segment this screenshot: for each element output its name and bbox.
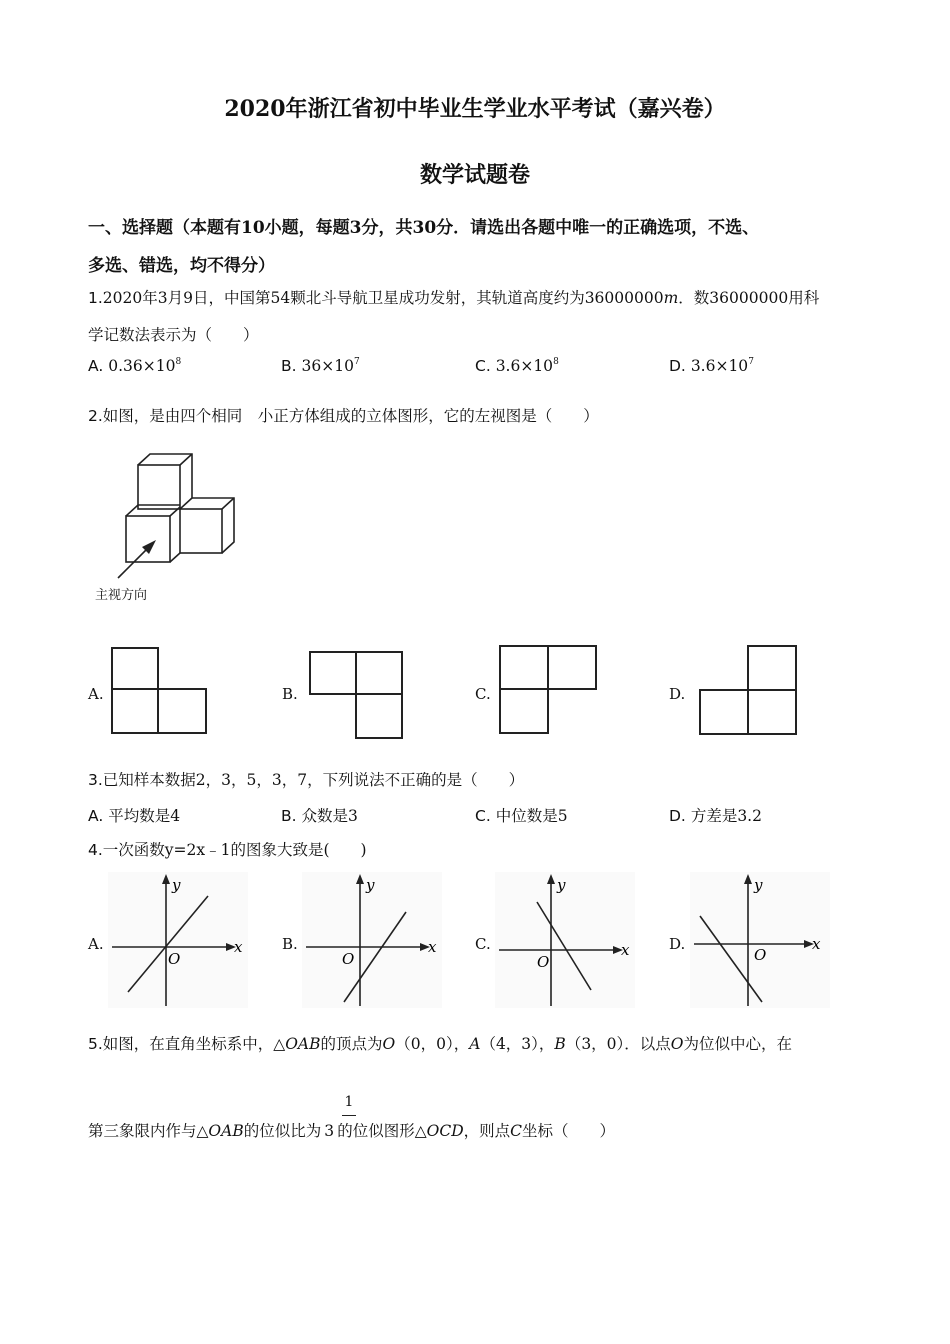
q1-option-c[interactable]: C. $3.6\times 10^8$ xyxy=(475,357,559,375)
question-1-line2: 学记数法表示为（ ） xyxy=(88,326,259,344)
q2-option-a-figure[interactable] xyxy=(110,646,210,736)
question-3-line: 3.已知样本数据2，3，5，3，7，下列说法不正确的是（ ） xyxy=(88,771,525,789)
q4-option-d-label[interactable]: D. xyxy=(669,935,686,953)
svg-text:y: y xyxy=(557,876,566,894)
question-2-line: 2.如图，是由四个相同 小正方体组成的立体图形，它的左视图是（ ） xyxy=(88,407,599,425)
origin-label: O xyxy=(168,950,181,968)
q3-option-d[interactable]: D. 方差是3.2 xyxy=(669,807,762,825)
section-heading-line1: 一、选择题（本题有10小题，每题3分，共30分．请选出各题中唯一的正确选项，不选、 xyxy=(88,218,760,238)
section-heading-line2: 多选、错选，均不得分） xyxy=(88,256,275,276)
x-axis-label: x xyxy=(234,938,243,956)
question-number: 1. xyxy=(88,289,103,307)
q2-option-c-label[interactable]: C. xyxy=(475,685,491,703)
svg-text:y: y xyxy=(366,876,375,894)
figure-caption: 主视方向 xyxy=(95,588,148,603)
q4-option-b-label[interactable]: B. xyxy=(282,935,298,953)
q1-option-a[interactable]: A. $0.36\times 10^8$ xyxy=(88,357,182,375)
question-4-line: 4.一次函数y=2x﹣1的图象大致是( ) xyxy=(88,841,367,859)
page-subtitle: 数学试题卷 xyxy=(419,162,530,188)
q4-option-c-label[interactable]: C. xyxy=(475,935,491,953)
q2-option-a-label[interactable]: A. xyxy=(88,685,104,703)
svg-text:x: x xyxy=(621,941,630,959)
svg-text:x: x xyxy=(812,935,821,953)
q4-option-a-graph[interactable] xyxy=(108,872,248,1008)
q2-option-b-label[interactable]: B. xyxy=(282,685,298,703)
svg-text:y: y xyxy=(754,876,763,894)
q1-option-d[interactable]: D. $3.6\times 10^7$ xyxy=(669,357,754,375)
q2-option-d-figure[interactable] xyxy=(698,644,800,738)
q3-option-b[interactable]: B. 众数是3 xyxy=(281,807,358,825)
q1-option-b[interactable]: B. $36\times 10^7$ xyxy=(281,357,360,375)
svg-text:x: x xyxy=(428,938,437,956)
y-axis-label: y xyxy=(172,876,181,894)
question-5-line2: 第三象限内作与△OAB的位似比为 3 的位似图形△OCD，则点C坐标（ ） xyxy=(88,1122,616,1140)
question-5-line1: 5.如图，在直角坐标系中，△OAB的顶点为O（0，0），A（4，3），B（3，0）．以点O为位似中心，在 xyxy=(88,1035,793,1053)
q2-option-d-label[interactable]: D. xyxy=(669,685,686,703)
q4-option-c-graph[interactable] xyxy=(495,872,635,1008)
question-1-line1: 1.2020年3月9日，中国第54颗北斗导航卫星成功发射，其轨道高度约为36000000m．数36000000用科 xyxy=(88,289,820,307)
cube-solid-figure xyxy=(90,450,250,605)
q3-option-c[interactable]: C. 中位数是5 xyxy=(475,807,568,825)
q3-option-a[interactable]: A. 平均数是4 xyxy=(88,807,181,825)
fraction-bar xyxy=(342,1115,356,1116)
q2-option-c-figure[interactable] xyxy=(498,644,600,736)
fraction-numerator: 1 xyxy=(344,1094,354,1110)
page-title: 2020年浙江省初中毕业生学业水平考试（嘉兴卷） xyxy=(224,96,726,122)
q4-option-d-graph[interactable] xyxy=(690,872,830,1008)
q2-option-b-figure[interactable] xyxy=(308,650,408,740)
q4-option-b-graph[interactable] xyxy=(302,872,442,1008)
q4-option-a-label[interactable]: A. xyxy=(88,935,104,953)
svg-text:O: O xyxy=(537,953,550,971)
fraction-denominator: 3 xyxy=(324,1122,335,1140)
svg-text:O: O xyxy=(342,950,355,968)
svg-text:O: O xyxy=(754,946,767,964)
